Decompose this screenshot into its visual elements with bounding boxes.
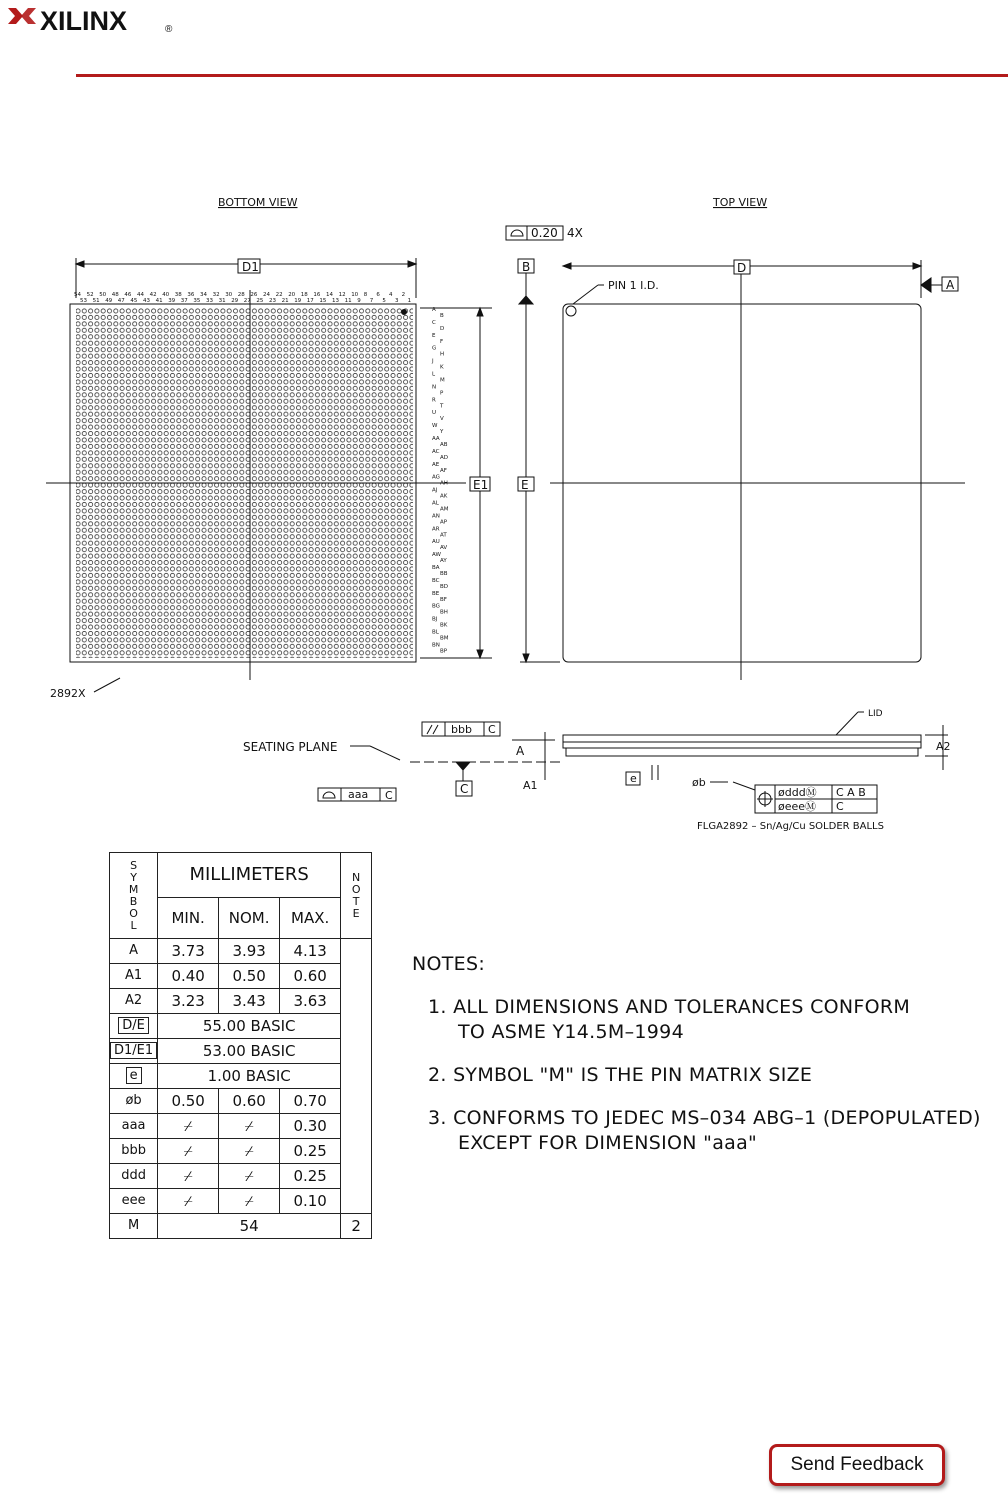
col-label: 23 xyxy=(269,298,276,304)
note-3: 3. CONFORMS TO JEDEC MS–034 ABG–1 (DEPOPULATED) EXCEPT FOR DIMENSION "aaa" xyxy=(428,1107,981,1154)
row-label: BP xyxy=(440,648,448,655)
col-label: 20 xyxy=(288,292,296,298)
col-label: 11 xyxy=(344,298,352,304)
row-label: BK xyxy=(440,622,448,629)
table-row: eee ⌿ ⌿ 0.10 xyxy=(110,1189,372,1214)
bottom-view-title: BOTTOM VIEW xyxy=(218,196,298,209)
row-label: J xyxy=(432,358,434,365)
row-label: M xyxy=(440,377,445,384)
notes-title: NOTES: xyxy=(412,953,486,975)
row-label: AA xyxy=(432,436,440,442)
col-label: 8 xyxy=(363,292,368,298)
datum-b-label: B xyxy=(522,260,531,274)
col-label: 44 xyxy=(137,292,144,298)
row-label: AJ xyxy=(432,487,438,494)
table-row: D1/E1 53.00 BASIC xyxy=(110,1039,372,1064)
row-label: U xyxy=(432,410,437,417)
table-row: bbb ⌿ ⌿ 0.25 xyxy=(110,1139,372,1164)
col-label: 49 xyxy=(105,298,113,304)
row-label: F xyxy=(440,338,444,345)
col-max-header: MAX. xyxy=(280,898,341,939)
package-caption: FLGA2892 – Sn/Ag/Cu SOLDER BALLS xyxy=(697,821,884,832)
table-row: A1 0.40 0.50 0.60 xyxy=(110,964,372,989)
datum-c-label: C xyxy=(460,782,469,796)
col-label: 14 xyxy=(326,292,333,298)
col-label: 1 xyxy=(407,298,412,304)
col-label: 33 xyxy=(206,298,213,304)
col-label: 29 xyxy=(231,298,239,304)
datum-a-label: A xyxy=(946,278,955,292)
col-label: 22 xyxy=(275,292,283,298)
col-label: 31 xyxy=(218,298,226,304)
dim-d-label: D xyxy=(737,261,747,275)
row-label: G xyxy=(432,345,437,352)
col-label: 28 xyxy=(237,292,245,298)
col-label: 5 xyxy=(382,298,386,304)
pin1-label: PIN 1 I.D. xyxy=(608,279,659,292)
row-label: BB xyxy=(440,571,448,577)
col-label: 34 xyxy=(200,292,207,298)
dim-a-label: A xyxy=(516,744,525,758)
parallel-tol-label: bbb xyxy=(451,723,472,736)
col-label: 10 xyxy=(351,292,359,298)
row-label: T xyxy=(440,403,444,410)
row-label: B xyxy=(440,313,444,319)
col-label: 30 xyxy=(225,292,233,298)
row-label: AF xyxy=(440,467,447,474)
dim-a1-label: A1 xyxy=(523,779,538,792)
table-row: ddd ⌿ ⌿ 0.25 xyxy=(110,1164,372,1189)
flatness-value: 0.20 xyxy=(531,226,558,240)
table-row: M 54 2 xyxy=(110,1214,372,1239)
row-label: R xyxy=(432,397,436,404)
note-2: 2. SYMBOL "M" IS THE PIN MATRIX SIZE xyxy=(428,1064,813,1086)
row-label: Y xyxy=(440,429,444,436)
row-label: D xyxy=(440,325,445,332)
row-label: W xyxy=(432,423,438,430)
col-label: 46 xyxy=(124,292,132,298)
row-label: E xyxy=(432,332,436,339)
col-label: 16 xyxy=(313,292,321,298)
col-label: 50 xyxy=(99,292,107,298)
symbol-header: S Y M B O L xyxy=(110,853,158,939)
row-label: L xyxy=(432,371,436,378)
row-label: AN xyxy=(432,513,440,520)
row-label: BC xyxy=(432,577,440,584)
col-label: 24 xyxy=(263,292,270,298)
table-row: A 3.73 3.93 4.13 xyxy=(110,939,372,964)
row-label: AV xyxy=(440,545,448,552)
col-label: 32 xyxy=(212,292,220,298)
row-label: AC xyxy=(432,448,440,455)
row-label: AP xyxy=(440,519,448,526)
col-label: 6 xyxy=(376,292,380,298)
ball-count-label: 2892X xyxy=(50,687,86,700)
xilinx-logo xyxy=(6,2,176,36)
table-row: D/E 55.00 BASIC xyxy=(110,1014,372,1039)
col-label: 4 xyxy=(389,292,393,298)
row-label: BG xyxy=(432,603,440,610)
package-drawing xyxy=(0,180,1008,840)
row-label: AU xyxy=(432,539,440,546)
col-label: 41 xyxy=(155,298,163,304)
send-feedback-button[interactable]: Send Feedback xyxy=(769,1444,945,1486)
row-label: AY xyxy=(440,558,447,565)
col-label: 21 xyxy=(281,298,289,304)
col-min-header: MIN. xyxy=(158,898,219,939)
row-label: AW xyxy=(432,552,441,559)
table-row: e 1.00 BASIC xyxy=(110,1064,372,1089)
col-label: 38 xyxy=(174,292,182,298)
unit-header: MILLIMETERS xyxy=(158,853,341,898)
pos-tol-ddd: ødddⓂ xyxy=(778,786,817,799)
seating-plane-label: SEATING PLANE xyxy=(243,740,338,754)
row-label: P xyxy=(440,390,444,397)
col-label: 51 xyxy=(92,298,100,304)
row-label: V xyxy=(440,416,444,423)
row-label: BN xyxy=(432,642,440,649)
row-label: BM xyxy=(440,635,449,642)
logo-text: XILINX xyxy=(40,6,128,36)
header-rule xyxy=(76,74,1008,77)
row-label: AK xyxy=(440,493,448,500)
col-label: 2 xyxy=(401,292,406,298)
dimension-table xyxy=(109,852,372,1239)
table-row: aaa ⌿ ⌿ 0.30 xyxy=(110,1114,372,1139)
row-label: AM xyxy=(440,506,449,513)
col-label: 19 xyxy=(294,298,302,304)
row-label: H xyxy=(440,351,445,358)
dim-e-label: E xyxy=(521,478,529,492)
col-label: 37 xyxy=(180,298,188,304)
table-row: A2 3.23 3.43 3.63 xyxy=(110,989,372,1014)
note-1: 1. ALL DIMENSIONS AND TOLERANCES CONFORM TO ASME Y14.5M–1994 xyxy=(428,996,911,1043)
col-label: 17 xyxy=(306,298,314,304)
row-label: BF xyxy=(440,596,447,603)
row-label: BE xyxy=(432,590,440,597)
col-label: 52 xyxy=(86,292,94,298)
row-label: BA xyxy=(432,565,440,571)
flatness-count: 4X xyxy=(567,226,583,240)
parallel-ref-label: C xyxy=(488,723,496,736)
col-label: 40 xyxy=(162,292,170,298)
row-label: AG xyxy=(432,474,440,481)
col-label: 54 xyxy=(74,292,81,298)
col-label: 3 xyxy=(395,298,399,304)
col-label: 27 xyxy=(243,298,251,304)
col-label: 12 xyxy=(338,292,346,298)
row-label: AR xyxy=(432,526,440,533)
col-label: 35 xyxy=(193,298,201,304)
dim-a2-label: A2 xyxy=(936,740,951,753)
pos-ref-c: C xyxy=(836,800,844,813)
row-label: AH xyxy=(440,480,448,487)
col-label: 7 xyxy=(369,298,374,304)
row-label: BJ xyxy=(432,616,438,623)
col-nom-header: NOM. xyxy=(219,898,280,939)
pos-ref-cab: C A B xyxy=(836,786,866,799)
col-label: 36 xyxy=(187,292,195,298)
row-label: BL xyxy=(432,629,439,636)
row-label: BH xyxy=(440,609,448,616)
col-label: 15 xyxy=(319,298,327,304)
col-label: 9 xyxy=(357,298,361,304)
col-label: 13 xyxy=(332,298,339,304)
col-label: 53 xyxy=(80,298,87,304)
row-label: AT xyxy=(440,532,447,539)
row-label: AL xyxy=(432,500,439,507)
lid-label: LID xyxy=(868,709,883,719)
col-label: 25 xyxy=(256,298,264,304)
row-label: K xyxy=(440,364,444,371)
row-label: AE xyxy=(432,461,440,468)
top-view-title: TOP VIEW xyxy=(713,196,768,209)
col-label: 48 xyxy=(111,292,119,298)
col-label: 43 xyxy=(143,298,150,304)
row-label: AB xyxy=(440,442,448,448)
logo-registered-mark: ® xyxy=(165,24,173,35)
dim-ball-diameter-label: øb xyxy=(692,776,706,789)
coplanarity-ref-label: C xyxy=(385,789,393,802)
pos-tol-eee: øeeeⓂ xyxy=(778,800,817,813)
col-label: 26 xyxy=(250,292,258,298)
row-label: AD xyxy=(440,454,448,461)
col-label: 42 xyxy=(149,292,157,298)
col-label: 47 xyxy=(117,298,125,304)
table-row: øb 0.50 0.60 0.70 xyxy=(110,1089,372,1114)
col-label: 18 xyxy=(300,292,308,298)
notes-block xyxy=(412,952,981,1174)
dim-d1-label: D1 xyxy=(242,260,259,274)
col-label: 45 xyxy=(130,298,138,304)
dim-e1-label: E1 xyxy=(473,478,489,492)
row-label: N xyxy=(432,384,437,391)
row-label: BD xyxy=(440,583,449,590)
row-label: C xyxy=(432,319,436,326)
note-header: N O T E xyxy=(341,853,372,939)
dim-pitch-label: e xyxy=(630,772,637,785)
col-label: 39 xyxy=(168,298,176,304)
coplanarity-tol-label: aaa xyxy=(348,788,369,801)
row-label: A xyxy=(432,307,436,313)
